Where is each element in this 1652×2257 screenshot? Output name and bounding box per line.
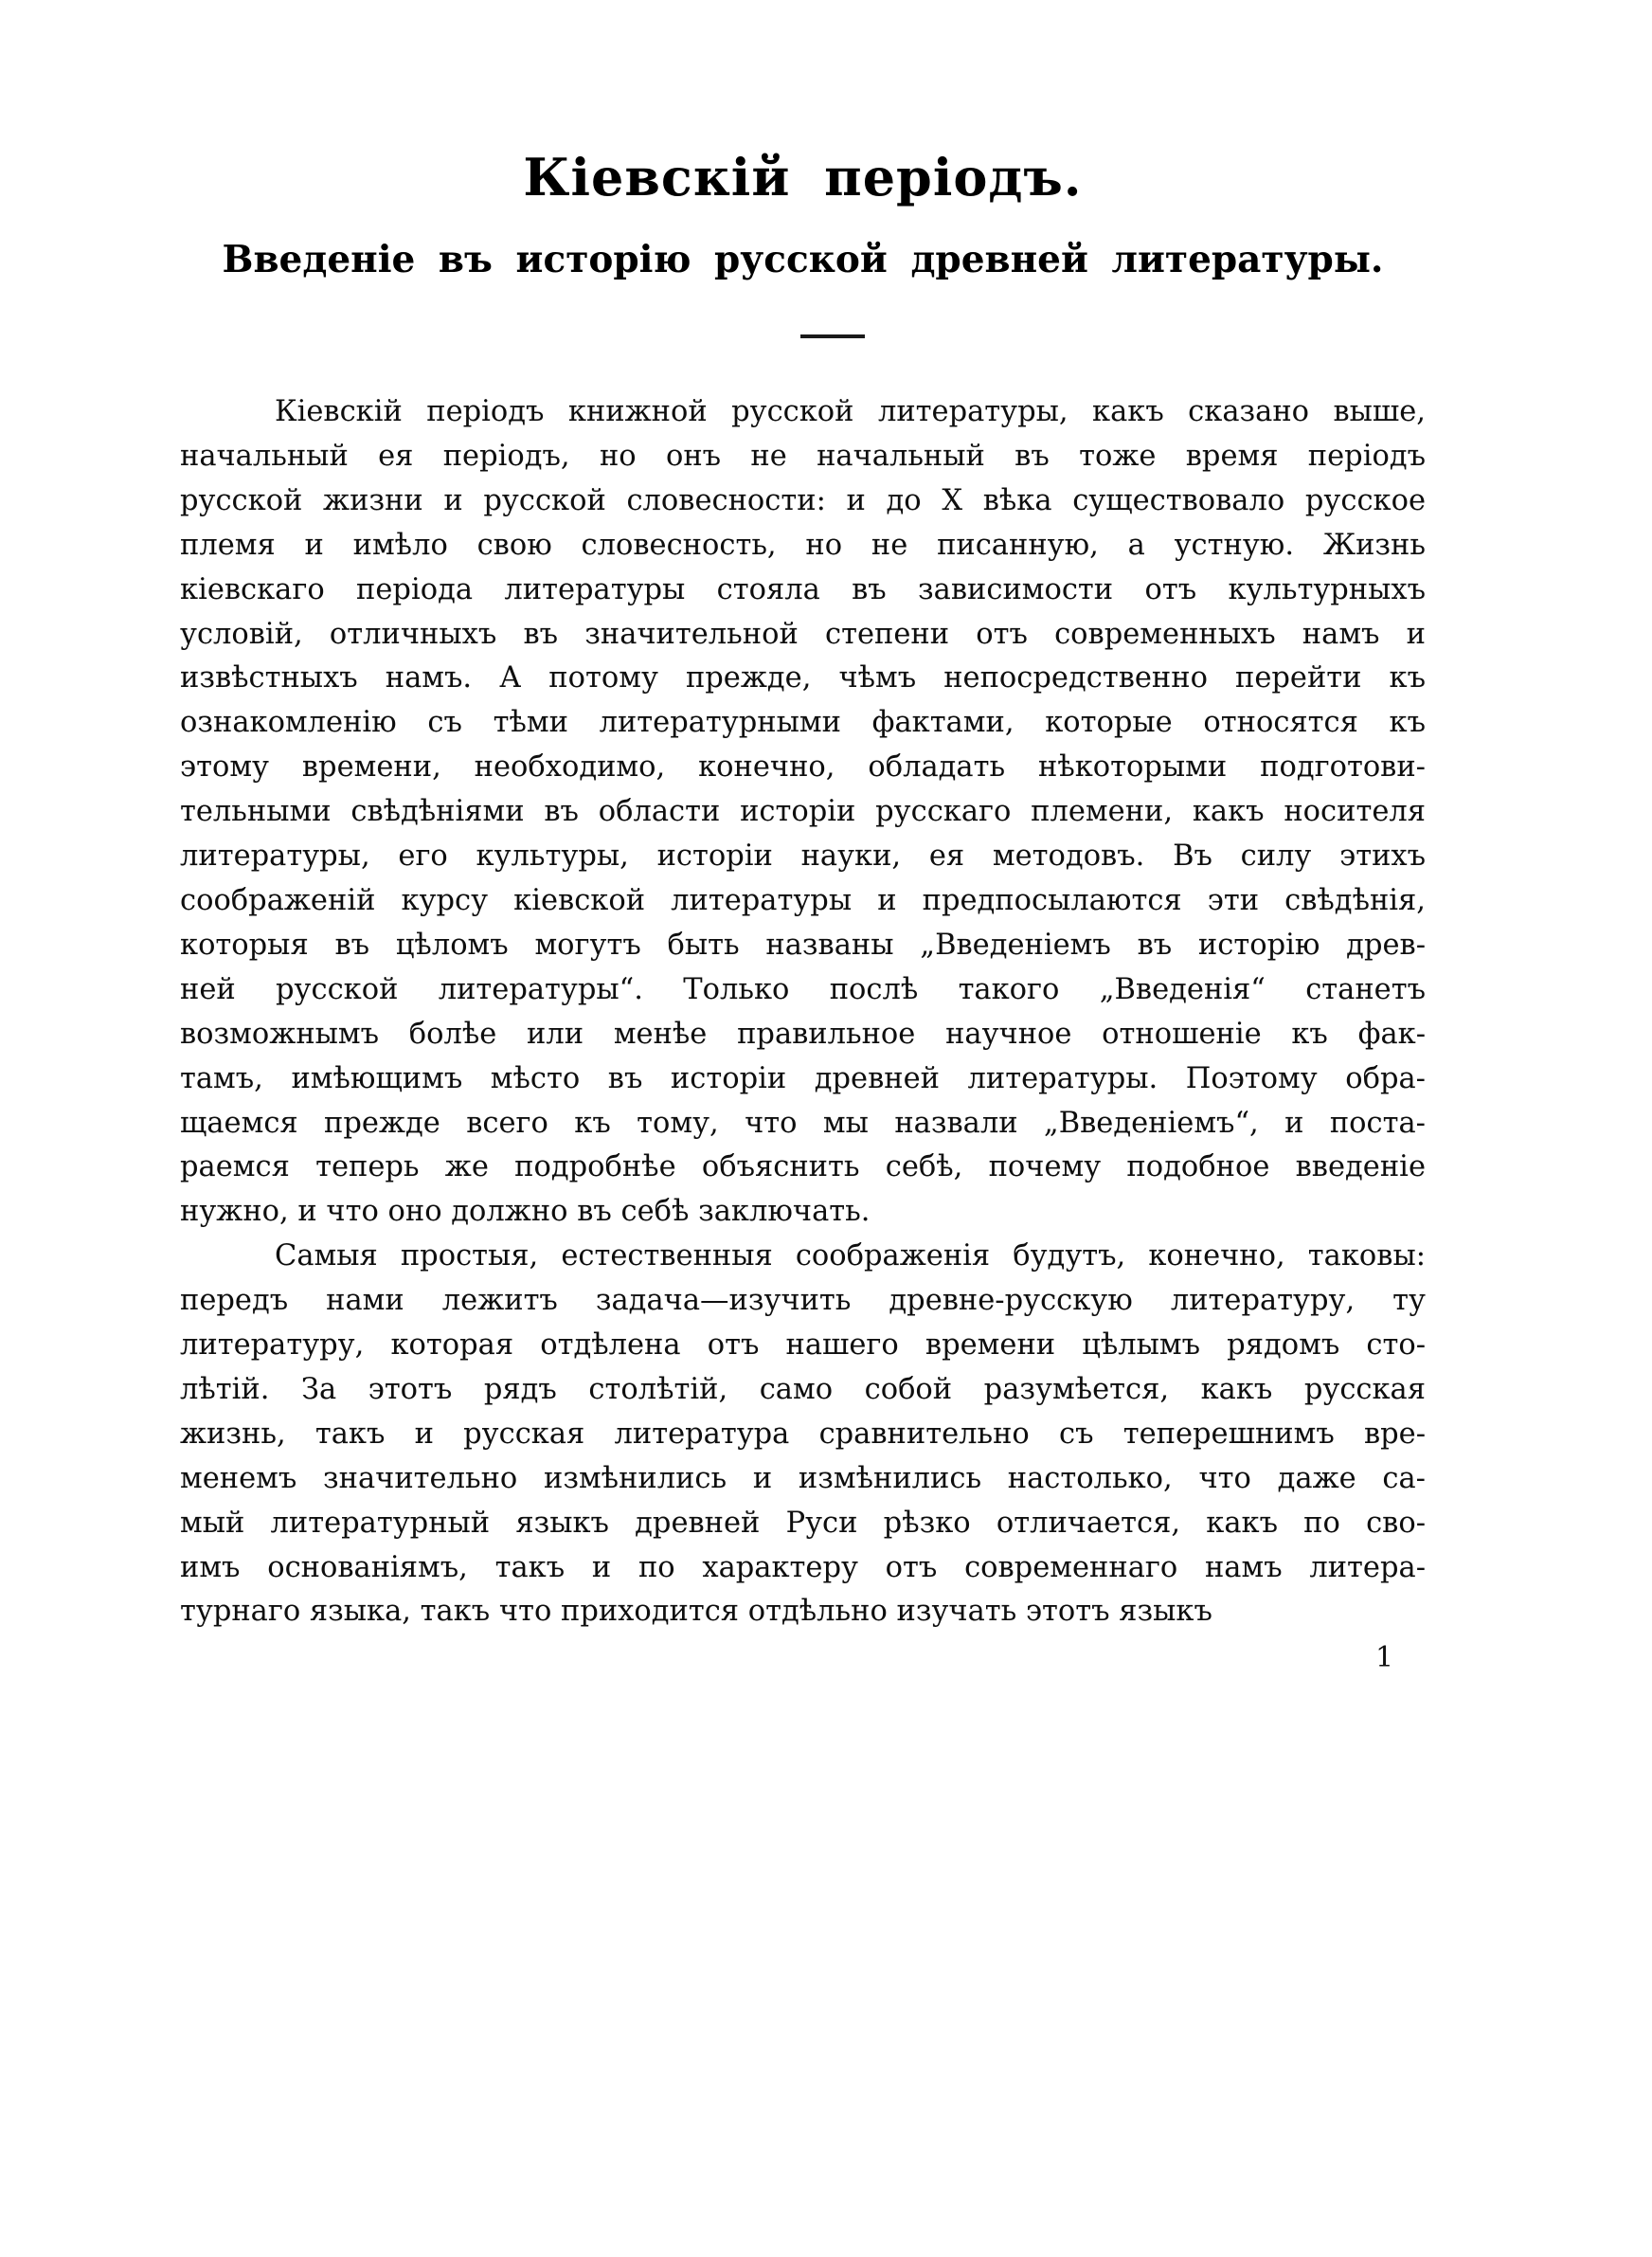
text-line: лѣтій. За этотъ рядъ столѣтій, само собой разумѣется, какъ русская: [180, 1372, 1426, 1406]
text-line: русской жизни и русской словесности: и до X вѣка существовало русское: [180, 483, 1426, 517]
text-line: менемъ значительно измѣнились и измѣнились настолько, что даже са-: [180, 1461, 1426, 1495]
page-number: 1: [1375, 1641, 1394, 1674]
text-line: щаемся прежде всего къ тому, что мы назвали „Введеніемъ“, и поста-: [180, 1106, 1426, 1140]
text-line: мый литературный языкъ древней Руси рѣзко отличается, какъ по сво-: [180, 1506, 1426, 1540]
section-divider: [800, 334, 865, 338]
text-line: литературу, которая отдѣлена отъ нашего времени цѣлымъ рядомъ сто-: [180, 1328, 1426, 1363]
paragraph: [180, 390, 1426, 1235]
page-title: Кіевскій періодъ.: [523, 147, 1083, 208]
text-line: тамъ, имѣющимъ мѣсто въ исторіи древней литературы. Поэтому обра-: [180, 1061, 1426, 1095]
body-text: [180, 390, 1426, 1634]
text-line: этому времени, необходимо, конечно, обладать нѣкоторыми подготови-: [180, 750, 1426, 785]
text-line: Самыя простыя, естественныя соображенія будутъ, конечно, таковы:: [275, 1239, 1426, 1273]
text-line: раемся теперь же подробнѣе объяснить себѣ, почему подобное введеніе: [180, 1150, 1426, 1184]
text-line: литературы, его культуры, исторіи науки, ея методовъ. Въ силу этихъ: [180, 840, 1426, 874]
text-line: которыя въ цѣломъ могутъ быть названы „Введеніемъ въ исторію древ-: [180, 928, 1426, 962]
text-line: тельными свѣдѣніями въ области исторіи русскаго племени, какъ носителя: [180, 795, 1426, 829]
text-line: жизнь, такъ и русская литература сравнительно съ теперешнимъ вре-: [180, 1417, 1426, 1451]
text-line: имъ основаніямъ, такъ и по характеру отъ современнаго намъ литера-: [180, 1550, 1426, 1584]
text-line: возможнымъ болѣе или менѣе правильное научное отношеніе къ фак-: [180, 1017, 1426, 1051]
text-line: передъ нами лежитъ задача—изучить древне-русскую литературу, ту: [180, 1284, 1426, 1318]
text-line: соображеній курсу кіевской литературы и предпосылаются эти свѣдѣнія,: [180, 883, 1426, 917]
text-line: турнаго языка, такъ что приходится отдѣльно изучать этотъ языкъ: [180, 1595, 1212, 1629]
text-line: условій, отличныхъ въ значительной степени отъ современныхъ намъ и: [180, 617, 1426, 651]
text-line: начальный ея періодъ, но онъ не начальный въ тоже время періодъ: [180, 439, 1426, 473]
paragraph: [180, 1235, 1426, 1634]
text-line: извѣстныхъ намъ. А потому прежде, чѣмъ непосредственно перейти къ: [180, 661, 1426, 695]
text-line: нужно, и что оно должно въ себѣ заключать.: [180, 1195, 871, 1229]
text-line: кіевскаго періода литературы стояла въ зависимости отъ культурныхъ: [180, 572, 1426, 606]
text-line: ней русской литературы“. Только послѣ такого „Введенія“ станетъ: [180, 972, 1426, 1006]
text-line: Кіевскій періодъ книжной русской литературы, какъ сказано выше,: [275, 395, 1426, 428]
text-line: племя и имѣло свою словесность, но не писанную, а устную. Жизнь: [180, 528, 1426, 562]
page-subtitle: Введеніе въ исторію русской древней литературы.: [222, 238, 1384, 281]
text-line: ознакомленію съ тѣми литературными фактами, которые относятся къ: [180, 706, 1426, 740]
